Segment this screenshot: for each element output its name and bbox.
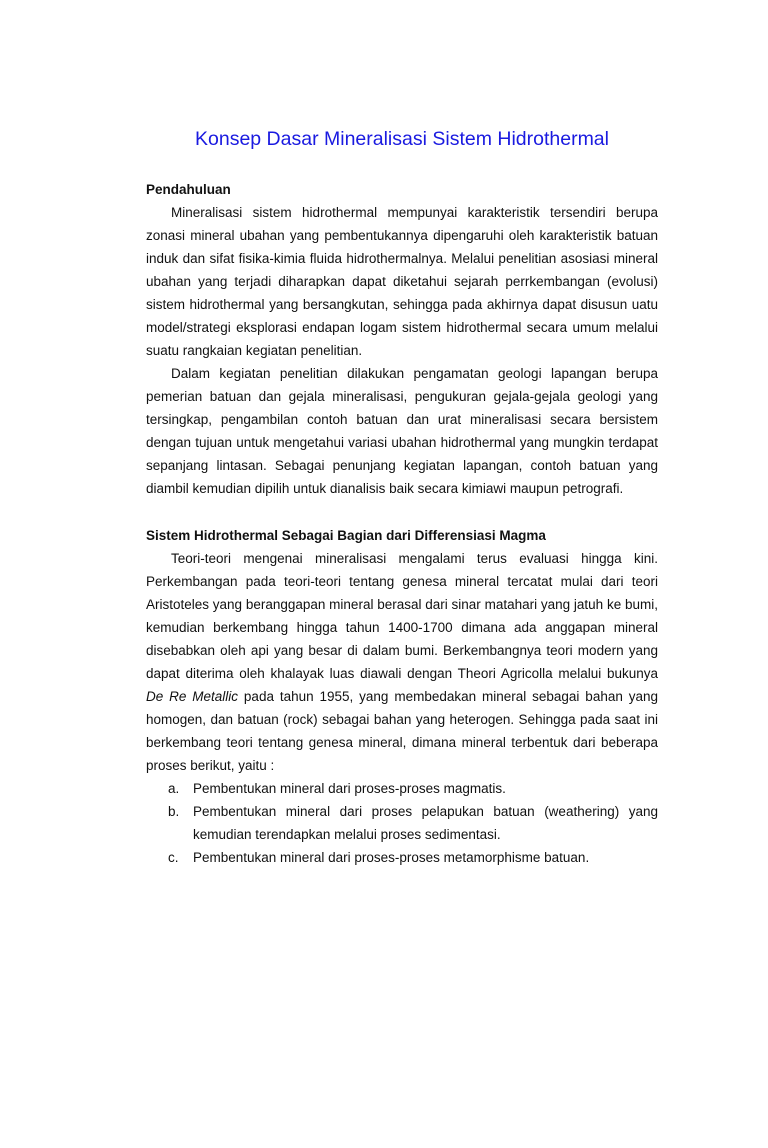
list-item (146, 777, 658, 800)
paragraph-theory-text-after: pada tahun 1955, yang membedakan mineral sebagai bahan yang homogen, dan batuan (rock) sebagai bahan yang heterogen. Sehingga pada saat ini berkembang teori tentang genesa mineral, dimana mineral terbentuk dari beberapa proses berikut, yaitu : (146, 689, 659, 773)
paragraph-intro-2: Dalam kegiatan penelitian dilakukan pengamatan geologi lapangan berupa pemerian batuan dan gejala mineralisasi, pengukuran gejala-gejala geologi yang tersingkap, pengambilan contoh batuan dan urat mineralisasi secara bersistem dengan tujuan untuk mengetahui variasi ubahan hidrothermal yang mungkin terdapat sepanjang lintasan. Sebagai penunjang kegiatan lapangan, contoh batuan yang diambil kemudian dipilih untuk dianalisis baik secara kimiawi maupun petrografi. (146, 366, 658, 496)
paragraph-theory (146, 547, 658, 777)
list-item-text: Pembentukan mineral dari proses pelapukan batuan (weathering) yang kemudian terendapkan melalui proses sedimentasi. (193, 804, 658, 842)
document-page (0, 124, 768, 1148)
list-item (146, 846, 658, 869)
section-heading-pendahuluan: Pendahuluan (146, 182, 231, 197)
list-marker: a. (168, 781, 180, 796)
document-title: Konsep Dasar Mineralisasi Sistem Hidrothermal (195, 128, 609, 150)
book-title: De Re Metallic (146, 689, 239, 704)
list-marker: b. (168, 804, 180, 819)
section-heading-sistem-hidrothermal: Sistem Hidrothermal Sebagai Bagian dari Differensiasi Magma (146, 528, 546, 543)
paragraph-intro-1: Mineralisasi sistem hidrothermal mempunyai karakteristik tersendiri berupa zonasi mineral ubahan yang pembentukannya dipengaruhi oleh karakteristik batuan induk dan sifat fisika-kimia fluida hidrothermalnya. Melalui penelitian asosiasi mineral ubahan yang terjadi diharapkan dapat diketahui sejarah perrkembangan (evolusi) sistem hidrothermal yang bersangkutan, sehingga pada akhirnya dapat disusun uatu model/strategi eksplorasi endapan logam sistem hidrothermal secara umum melalui suatu rangkaian kegiatan penelitian. (146, 205, 658, 358)
paragraph-theory-text-before: Teori-teori mengenai mineralisasi mengalami terus evaluasi hingga kini. Perkembangan pada teori-teori tentang genesa mineral tercatat mulai dari teori Aristoteles yang beranggapan mineral berasal dari sinar matahari yang jatuh ke bumi, kemudian berkembang hingga tahun 1400-1700 dimana ada anggapan mineral disebabkan oleh api yang besar di dalam bumi. Berkembangnya teori modern yang dapat diterima oleh khalayak luas diawali dengan Theori Agricolla melalui bukunya (146, 551, 658, 681)
list-item-text: Pembentukan mineral dari proses-proses magmatis. (193, 781, 506, 796)
list-item-text: Pembentukan mineral dari proses-proses metamorphisme batuan. (193, 850, 590, 865)
list-marker: c. (168, 850, 179, 865)
process-list (146, 777, 658, 869)
list-item (146, 800, 658, 846)
